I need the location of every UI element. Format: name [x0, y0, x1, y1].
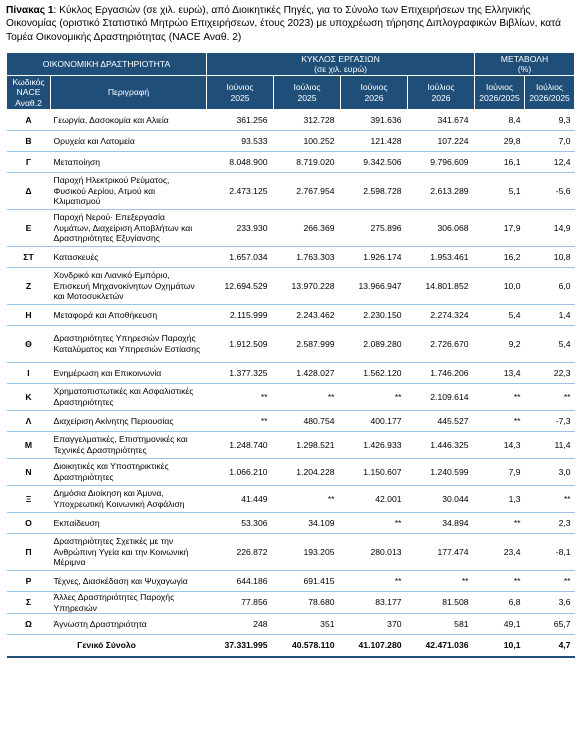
- description-cell: Δημόσια Διοίκηση και Άμυνα, Υποχρεωτική Κοινωνική Ασφάλιση: [51, 486, 207, 513]
- table-row: [7, 247, 575, 268]
- description-cell: Χονδρικό και Λιανικό Εμπόριο, Επισκευή Μηχανοκίνητων Οχημάτων και Μοτοσυκλετών: [51, 268, 207, 305]
- table-caption: [6, 4, 571, 44]
- header-activity-group: ΟΙΚΟΝΟΜΙΚΗ ΔΡΑΣΤΗΡΙΟΤΗΤΑ: [7, 53, 207, 76]
- table-row: [7, 210, 575, 247]
- value-jun-2025: 1.912.509: [207, 326, 274, 363]
- description-cell: Γεωργία, Δασοκομία και Αλιεία: [51, 110, 207, 131]
- change-jul: 10,8: [525, 247, 575, 268]
- table-row: [7, 305, 575, 326]
- description-cell: Χρηματοπιστωτικές και Ασφαλιστικές Δραστηριότητες: [51, 384, 207, 411]
- table-row: [7, 534, 575, 571]
- change-jun: 7,9: [475, 459, 525, 486]
- header-change-jul: [525, 76, 575, 110]
- description-cell: Διοικητικές και Υποστηρικτικές Δραστηριότητες: [51, 459, 207, 486]
- value-jun-2025: 1.248.740: [207, 432, 274, 459]
- value-jun-2026: 2.598.728: [341, 173, 408, 210]
- total-jun-2026: 41.107.280: [341, 635, 408, 657]
- description-cell: Δραστηριότητες Σχετικές με την Ανθρώπινη Υγεία και την Κοινωνική Μέριμνα: [51, 534, 207, 571]
- change-jun: 49,1: [475, 614, 525, 635]
- nace-code: Γ: [7, 152, 51, 173]
- change-jun: **: [475, 411, 525, 432]
- change-jul: 11,4: [525, 432, 575, 459]
- description-cell: Μεταφορά και Αποθήκευση: [51, 305, 207, 326]
- header-turnover-title: ΚΥΚΛΟΣ ΕΡΓΑΣΙΩΝ: [301, 53, 380, 64]
- nace-code: Η: [7, 305, 51, 326]
- change-jun: 13,4: [475, 363, 525, 384]
- nace-code: Π: [7, 534, 51, 571]
- description-cell: Άγνωστη Δραστηριότητα: [51, 614, 207, 635]
- table-row: [7, 411, 575, 432]
- value-jul-2026: 2.274.324: [408, 305, 475, 326]
- value-jun-2025: 12.694.529: [207, 268, 274, 305]
- total-jun-2025: 37.331.995: [207, 635, 274, 657]
- table-header: [7, 53, 575, 110]
- nace-code: Ζ: [7, 268, 51, 305]
- caption-text: : Κύκλος Εργασιών (σε χιλ. ευρώ), από Διοικητικές Πηγές, για το Σύνολο των Επιχειρήσεων της Ελληνικής Οικονομίας (οριστικό Στατιστικό Μητρώο Επιχειρήσεων, έτους 2023) με υποχρέωση τήρησης Διπλογραφικών Βιβλίων, κατά Τομέα Οικονομικής Δραστηριότητας (NACE Αναθ. 2): [6, 5, 561, 43]
- header-turnover-group: [207, 53, 475, 76]
- value-jun-2026: 1.562.120: [341, 363, 408, 384]
- header-code-line2: NACE: [16, 87, 41, 98]
- value-jun-2026: 280.013: [341, 534, 408, 571]
- nace-code: Ε: [7, 210, 51, 247]
- change-jul: 65,7: [525, 614, 575, 635]
- value-jul-2026: 81.508: [408, 592, 475, 614]
- value-jun-2026: 275.896: [341, 210, 408, 247]
- total-change-jul: 4,7: [525, 635, 575, 657]
- change-jun: 16,2: [475, 247, 525, 268]
- nace-code: Κ: [7, 384, 51, 411]
- value-jul-2025: **: [274, 486, 341, 513]
- change-jun: 17,9: [475, 210, 525, 247]
- value-jun-2026: 370: [341, 614, 408, 635]
- description-cell: Επαγγελματικές, Επιστημονικές και Τεχνικές Δραστηριότητες: [51, 432, 207, 459]
- change-jul: **: [525, 486, 575, 513]
- change-jun: 8,4: [475, 110, 525, 131]
- description-cell: Παροχή Ηλεκτρικού Ρεύματος, Φυσικού Αερίου, Ατμού και Κλιματισμού: [51, 173, 207, 210]
- value-jul-2025: 266.369: [274, 210, 341, 247]
- nace-code: Θ: [7, 326, 51, 363]
- value-jul-2025: 691.415: [274, 571, 341, 592]
- value-jun-2026: 400.177: [341, 411, 408, 432]
- header-jul-2026: [408, 76, 475, 110]
- value-jun-2025: 2.115.999: [207, 305, 274, 326]
- total-label: Γενικό Σύνολο: [7, 635, 207, 657]
- table-row: [7, 173, 575, 210]
- value-jul-2026: 1.240.599: [408, 459, 475, 486]
- header-change-jun-years: 2026/2025: [479, 92, 520, 103]
- nace-code: Β: [7, 131, 51, 152]
- description-cell: Άλλες Δραστηριότητες Παροχής Υπηρεσιών: [51, 592, 207, 614]
- value-jul-2025: 1.204.228: [274, 459, 341, 486]
- header-change-jun-month: Ιούνιος: [486, 82, 514, 92]
- value-jul-2026: 306.068: [408, 210, 475, 247]
- change-jul: -8,1: [525, 534, 575, 571]
- table-row: [7, 432, 575, 459]
- change-jul: 9,3: [525, 110, 575, 131]
- value-jul-2026: 2.613.289: [408, 173, 475, 210]
- value-jul-2026: 34.894: [408, 513, 475, 534]
- change-jul: 12,4: [525, 152, 575, 173]
- nace-code: ΣΤ: [7, 247, 51, 268]
- description-cell: Διαχείριση Ακίνητης Περιουσίας: [51, 411, 207, 432]
- description-cell: Ορυχεία και Λατομεία: [51, 131, 207, 152]
- turnover-table: [6, 52, 575, 658]
- header-code: [7, 76, 51, 110]
- header-jun-2026-year: 2026: [364, 92, 384, 103]
- value-jun-2025: 644.186: [207, 571, 274, 592]
- table-row: [7, 326, 575, 363]
- table-row: [7, 363, 575, 384]
- change-jun: **: [475, 571, 525, 592]
- nace-code: Ξ: [7, 486, 51, 513]
- value-jul-2025: 1.428.027: [274, 363, 341, 384]
- description-cell: Εκπαίδευση: [51, 513, 207, 534]
- value-jun-2025: 226.872: [207, 534, 274, 571]
- value-jun-2026: **: [341, 571, 408, 592]
- value-jun-2026: 9.342.506: [341, 152, 408, 173]
- header-jun-2025-year: 2025: [230, 92, 250, 103]
- value-jul-2025: 351: [274, 614, 341, 635]
- change-jun: **: [475, 513, 525, 534]
- description-cell: Κατασκευές: [51, 247, 207, 268]
- change-jul: 1,4: [525, 305, 575, 326]
- value-jun-2025: 53.306: [207, 513, 274, 534]
- header-jul-2026-month: Ιούλιος: [427, 82, 455, 92]
- header-change-title: ΜΕΤΑΒΟΛΗ: [500, 53, 549, 64]
- description-cell: Μεταποίηση: [51, 152, 207, 173]
- value-jun-2026: 13.966.947: [341, 268, 408, 305]
- value-jul-2025: 2.587.999: [274, 326, 341, 363]
- nace-code: Σ: [7, 592, 51, 614]
- value-jul-2026: 107.224: [408, 131, 475, 152]
- change-jun: 5,1: [475, 173, 525, 210]
- value-jun-2025: 77.856: [207, 592, 274, 614]
- value-jun-2026: 1.426.933: [341, 432, 408, 459]
- value-jun-2026: 2.230.150: [341, 305, 408, 326]
- value-jul-2025: 2.767.954: [274, 173, 341, 210]
- value-jun-2025: 2.473.125: [207, 173, 274, 210]
- total-jul-2026: 42.471.036: [408, 635, 475, 657]
- value-jul-2026: 30.044: [408, 486, 475, 513]
- table-row: [7, 592, 575, 614]
- value-jun-2026: 121.428: [341, 131, 408, 152]
- value-jun-2025: 1.657.034: [207, 247, 274, 268]
- change-jul: 3,0: [525, 459, 575, 486]
- description-cell: Δραστηριότητες Υπηρεσιών Παροχής Καταλύματος και Υπηρεσιών Εστίασης: [51, 326, 207, 363]
- table-row: [7, 486, 575, 513]
- value-jul-2025: 312.728: [274, 110, 341, 131]
- value-jul-2026: 2.726.670: [408, 326, 475, 363]
- header-jun-2025-month: Ιούνιος: [226, 82, 254, 92]
- change-jun: 23,4: [475, 534, 525, 571]
- value-jun-2026: 83.177: [341, 592, 408, 614]
- header-description: Περιγραφή: [51, 76, 207, 110]
- value-jun-2026: 2.089.280: [341, 326, 408, 363]
- change-jul: 3,6: [525, 592, 575, 614]
- value-jul-2025: 1.763.303: [274, 247, 341, 268]
- change-jul: 5,4: [525, 326, 575, 363]
- change-jun: 16,1: [475, 152, 525, 173]
- value-jul-2025: 1.298.521: [274, 432, 341, 459]
- change-jul: **: [525, 384, 575, 411]
- value-jun-2026: 391.636: [341, 110, 408, 131]
- nace-code: Μ: [7, 432, 51, 459]
- value-jul-2025: 34.109: [274, 513, 341, 534]
- table-row: [7, 571, 575, 592]
- nace-code: Δ: [7, 173, 51, 210]
- change-jun: 5,4: [475, 305, 525, 326]
- value-jun-2025: **: [207, 384, 274, 411]
- change-jul: -5,6: [525, 173, 575, 210]
- value-jul-2026: 1.446.325: [408, 432, 475, 459]
- change-jul: 7,0: [525, 131, 575, 152]
- value-jun-2026: 42.001: [341, 486, 408, 513]
- header-code-line1: Κωδικός: [12, 76, 45, 87]
- value-jul-2026: 445.527: [408, 411, 475, 432]
- value-jul-2025: 480.754: [274, 411, 341, 432]
- change-jun: 14,3: [475, 432, 525, 459]
- header-jun-2026-month: Ιούνιος: [360, 82, 388, 92]
- total-row: [7, 635, 575, 657]
- change-jul: **: [525, 571, 575, 592]
- value-jul-2026: 2.109.614: [408, 384, 475, 411]
- change-jul: 6,0: [525, 268, 575, 305]
- value-jun-2025: **: [207, 411, 274, 432]
- header-change-group: [475, 53, 575, 76]
- header-turnover-unit: (σε χιλ. ευρώ): [314, 64, 367, 74]
- header-change-jul-years: 2026/2025: [529, 92, 570, 103]
- change-jun: 1,3: [475, 486, 525, 513]
- header-jun-2026: [341, 76, 408, 110]
- change-jul: 2,3: [525, 513, 575, 534]
- value-jul-2026: 1.953.461: [408, 247, 475, 268]
- nace-code: Ρ: [7, 571, 51, 592]
- change-jun: 9,2: [475, 326, 525, 363]
- table-row: [7, 459, 575, 486]
- description-cell: Παροχή Νερού· Επεξεργασία Λυμάτων, Διαχείριση Αποβλήτων και Δραστηριότητες Εξυγίανσης: [51, 210, 207, 247]
- description-cell: Ενημέρωση και Επικοινωνία: [51, 363, 207, 384]
- value-jul-2026: 177.474: [408, 534, 475, 571]
- header-jul-2025-month: Ιούλιος: [293, 82, 321, 92]
- table-row: [7, 513, 575, 534]
- value-jul-2026: 9.796.609: [408, 152, 475, 173]
- value-jun-2025: 248: [207, 614, 274, 635]
- table-row: [7, 384, 575, 411]
- value-jun-2025: 233.930: [207, 210, 274, 247]
- table-row: [7, 614, 575, 635]
- value-jul-2026: 341.674: [408, 110, 475, 131]
- value-jul-2025: 8.719.020: [274, 152, 341, 173]
- value-jul-2025: 78.680: [274, 592, 341, 614]
- header-change-jun: [475, 76, 525, 110]
- change-jul: 22,3: [525, 363, 575, 384]
- value-jul-2025: 13.970.228: [274, 268, 341, 305]
- value-jun-2025: 8.048.900: [207, 152, 274, 173]
- change-jun: **: [475, 384, 525, 411]
- value-jun-2026: **: [341, 513, 408, 534]
- change-jun: 6,8: [475, 592, 525, 614]
- caption-label: Πίνακας 1: [6, 5, 54, 16]
- nace-code: Ο: [7, 513, 51, 534]
- change-jul: -7,3: [525, 411, 575, 432]
- total-jul-2025: 40.578.110: [274, 635, 341, 657]
- value-jun-2025: 361.256: [207, 110, 274, 131]
- value-jun-2026: **: [341, 384, 408, 411]
- change-jun: 29,8: [475, 131, 525, 152]
- value-jun-2026: 1.150.607: [341, 459, 408, 486]
- value-jul-2026: 1.746.206: [408, 363, 475, 384]
- header-jun-2025: [207, 76, 274, 110]
- header-jul-2025: [274, 76, 341, 110]
- nace-code: Α: [7, 110, 51, 131]
- value-jun-2026: 1.926.174: [341, 247, 408, 268]
- nace-code: Ν: [7, 459, 51, 486]
- nace-code: Λ: [7, 411, 51, 432]
- total-change-jun: 10,1: [475, 635, 525, 657]
- value-jul-2025: 2.243.462: [274, 305, 341, 326]
- value-jul-2026: 14.801.852: [408, 268, 475, 305]
- value-jun-2025: 41.449: [207, 486, 274, 513]
- header-jul-2025-year: 2025: [297, 92, 317, 103]
- change-jun: 10,0: [475, 268, 525, 305]
- header-code-line3: Αναθ.2: [15, 97, 42, 108]
- nace-code: Ω: [7, 614, 51, 635]
- value-jul-2025: 100.252: [274, 131, 341, 152]
- value-jun-2025: 1.377.325: [207, 363, 274, 384]
- value-jun-2025: 1.066.210: [207, 459, 274, 486]
- value-jul-2026: 581: [408, 614, 475, 635]
- value-jul-2025: 193.205: [274, 534, 341, 571]
- table-row: [7, 110, 575, 131]
- nace-code: Ι: [7, 363, 51, 384]
- value-jul-2025: **: [274, 384, 341, 411]
- value-jun-2025: 93.533: [207, 131, 274, 152]
- header-change-unit: (%): [517, 64, 532, 74]
- table-row: [7, 268, 575, 305]
- description-cell: Τέχνες, Διασκέδαση και Ψυχαγωγία: [51, 571, 207, 592]
- value-jul-2026: **: [408, 571, 475, 592]
- header-jul-2026-year: 2026: [431, 92, 451, 103]
- change-jul: 14,9: [525, 210, 575, 247]
- header-change-jul-month: Ιούλιος: [536, 82, 564, 92]
- table-body: [7, 110, 575, 657]
- table-row: [7, 131, 575, 152]
- table-row: [7, 152, 575, 173]
